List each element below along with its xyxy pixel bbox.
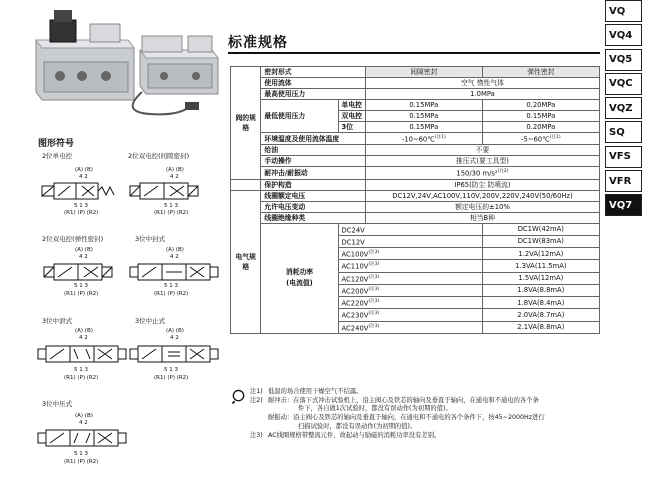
port-label: (A) (B) <box>75 413 93 419</box>
port-label: (R1) (P) (R2) <box>64 291 99 297</box>
table-row <box>231 133 600 145</box>
row-label: 线圈绝缘种类 <box>261 212 366 223</box>
cell-value: 推压式(要工具型) <box>365 156 599 167</box>
row-label: 环境温度及使用流体温度 <box>261 133 366 145</box>
cell-value: 不要 <box>365 145 599 156</box>
table-row <box>231 190 600 201</box>
volt-cell: $AC200V^{(注3)}$ <box>338 284 482 296</box>
row-sublabel: 单电控 <box>338 100 365 111</box>
row-label: 给油 <box>261 145 366 156</box>
cell-value: 相当B种 <box>365 212 599 223</box>
note-line: 耐振动：沿主阀心及铁芯的轴向及垂直于轴向，在通电和不通电的各个条件下，按45~2000Hz进行 <box>268 414 545 422</box>
magnifier-icon <box>231 389 246 404</box>
port-label: 4 2 <box>79 174 88 180</box>
power-value: DC1W(83mA) <box>482 235 599 247</box>
cell-value: -10~60℃$^{(注1)}$ <box>365 133 482 145</box>
valve-symbol <box>40 181 120 201</box>
power-value: 1.8VA(8.8mA) <box>482 284 599 296</box>
port-label: (A) (B) <box>166 167 184 173</box>
note-line: 注1) 低温的场合使用干燥空气不结露。 <box>250 388 363 395</box>
port-label: 5 1 3 <box>74 203 88 209</box>
valve-symbol <box>128 344 224 364</box>
volt-cell: $AC230V^{(注3)}$ <box>338 309 482 321</box>
port-label: 5 1 3 <box>164 283 178 289</box>
column-header: 弹性密封 <box>482 67 599 78</box>
valve-symbol <box>128 181 208 201</box>
table-row <box>231 145 600 156</box>
port-label: (R1) (P) (R2) <box>64 459 99 465</box>
valve-symbol <box>36 344 132 364</box>
port-label: 4 2 <box>170 254 179 260</box>
power-value: 1.8VA(8.4mA) <box>482 297 599 309</box>
cell-value: 0.20MPa <box>482 122 599 133</box>
row-label: 使用流体 <box>261 78 366 89</box>
title-divider <box>228 52 600 54</box>
row-label: 保护构造 <box>261 179 366 190</box>
port-label: (R1) (P) (R2) <box>154 291 189 297</box>
cell-value: 1.0MPa <box>365 89 599 100</box>
note-line: 扫描试验时，都没有误动作(为初期的值)。 <box>298 422 417 430</box>
page-title: 标准规格 <box>228 35 288 51</box>
symbol-label: 2位双电控(弹性密封) <box>42 235 104 243</box>
port-label: (R1) (P) (R2) <box>154 375 189 381</box>
row-label: 最低使用压力 <box>261 100 338 133</box>
electric-group-label: 电气规格 <box>231 190 261 333</box>
volt-cell: DC24V <box>338 223 482 235</box>
symbol-label: 2位单电控 <box>42 152 73 160</box>
column-header: 间隙密封 <box>365 67 482 78</box>
port-label: 4 2 <box>170 335 179 341</box>
row-label: 线圈额定电压 <box>261 190 366 201</box>
tab-vq4[interactable]: VQ4 <box>605 24 642 46</box>
power-value: 1.5VA(12mA) <box>482 272 599 284</box>
tab-vq5[interactable]: VQ5 <box>605 49 642 71</box>
cell-value: 0.15MPa <box>365 111 482 122</box>
symbols-title: 图形符号 <box>38 139 75 149</box>
table-row <box>231 100 600 111</box>
row-sublabel: 3位 <box>338 122 365 133</box>
symbol-label: 3位中泄式 <box>42 317 73 325</box>
symbol-label: 2位双电控(间隙密封) <box>128 152 190 160</box>
table-row <box>231 156 600 167</box>
tab-vq7[interactable]: VQ7 <box>605 194 642 216</box>
cell-value: IP65(防尘 防喷流) <box>365 179 599 190</box>
cell-value: 0.15MPa <box>365 100 482 111</box>
volt-cell: $AC240V^{(注3)}$ <box>338 321 482 333</box>
power-value: 2.0VA(8.7mA) <box>482 309 599 321</box>
port-label: (A) (B) <box>75 247 93 253</box>
volt-cell: $AC220V^{(注3)}$ <box>338 297 482 309</box>
power-label: 消耗功率 (电流值) <box>261 223 338 333</box>
port-label: 5 1 3 <box>164 367 178 373</box>
cell-value: 150/30 m/s²$^{(注2)}$ <box>365 167 599 179</box>
cell-value: 0.15MPa <box>482 111 599 122</box>
port-label: (R1) (P) (R2) <box>154 210 189 216</box>
series-tabs <box>605 0 647 219</box>
note-line: 注2) 耐冲击：在落下式冲击试验机上，沿主阀心及铁芯的轴向及垂直于轴向，在通电和不通电的各个条 <box>250 396 539 404</box>
volt-cell: DC12V <box>338 235 482 247</box>
product-photo <box>30 2 230 120</box>
table-row <box>231 67 600 78</box>
volt-cell: $AC100V^{(注3)}$ <box>338 248 482 260</box>
valve-symbol <box>36 428 132 448</box>
row-label: 密封形式 <box>261 67 366 78</box>
port-label: 5 1 3 <box>164 203 178 209</box>
volt-cell: $AC110V^{(注3)}$ <box>338 260 482 272</box>
spec-table <box>230 66 600 334</box>
port-label: (A) (B) <box>166 247 184 253</box>
tab-vq[interactable]: VQ <box>605 0 642 22</box>
row-label: 允许电压变动 <box>261 201 366 212</box>
port-label: 4 2 <box>79 420 88 426</box>
table-row <box>231 167 600 179</box>
power-value: DC1W(42mA) <box>482 223 599 235</box>
tab-vfs[interactable]: VFS <box>605 146 642 168</box>
row-label: 最高使用压力 <box>261 89 366 100</box>
power-value: 1.3VA(11.5mA) <box>482 260 599 272</box>
tab-vqz[interactable]: VQZ <box>605 97 642 119</box>
table-row <box>231 201 600 212</box>
row-sublabel: 双电控 <box>338 111 365 122</box>
port-label: 5 1 3 <box>74 283 88 289</box>
valve-symbol <box>42 262 130 282</box>
left-column <box>0 0 228 481</box>
port-label: (A) (B) <box>75 167 93 173</box>
table-row <box>231 89 600 100</box>
table-row <box>231 212 600 223</box>
port-label: (A) (B) <box>166 328 184 334</box>
cell-value: 0.15MPa <box>365 122 482 133</box>
valve-group-label: 阀的规格 <box>231 67 261 180</box>
cell-value: 空气 惰性气体 <box>365 78 599 89</box>
tab-vqc[interactable]: VQC <box>605 73 642 95</box>
notes <box>250 388 625 440</box>
volt-cell: $AC120V^{(注3)}$ <box>338 272 482 284</box>
tab-sq[interactable]: SQ <box>605 121 642 143</box>
power-value: 1.2VA(12mA) <box>482 248 599 260</box>
port-label: 5 1 3 <box>74 451 88 457</box>
note-line: 件下，各自做1次试验时，都没有误动作(为初期的值)。 <box>298 405 452 413</box>
cell-value: DC12V,24V,AC100V,110V,200V,220V,240V(50/60Hz) <box>365 190 599 201</box>
symbol-label: 3位中止式 <box>135 317 166 325</box>
symbol-label: 3位中压式 <box>42 400 73 408</box>
row-label: 耐冲击/耐振动 <box>261 167 366 179</box>
table-row <box>231 179 600 190</box>
power-value: 2.1VA(8.8mA) <box>482 321 599 333</box>
valve-symbol <box>128 262 224 282</box>
port-label: (A) (B) <box>75 328 93 334</box>
cell-value: 额定电压的±10% <box>365 201 599 212</box>
port-label: 4 2 <box>79 335 88 341</box>
table-row <box>231 78 600 89</box>
cell-value: -5~60℃$^{(注1)}$ <box>482 133 599 145</box>
port-label: (R1) (P) (R2) <box>64 210 99 216</box>
port-label: 5 1 3 <box>74 367 88 373</box>
note-line: 注3) AC线圈规格带整流元件，故起动与励磁的消耗功率没有差别。 <box>250 431 441 439</box>
table-row <box>231 223 600 235</box>
cell-value: 0.20MPa <box>482 100 599 111</box>
tab-vfr[interactable]: VFR <box>605 170 642 192</box>
symbol-label: 3位中封式 <box>135 235 166 243</box>
port-label: (R1) (P) (R2) <box>64 375 99 381</box>
port-label: 4 2 <box>79 254 88 260</box>
row-label: 手动操作 <box>261 156 366 167</box>
port-label: 4 2 <box>170 174 179 180</box>
